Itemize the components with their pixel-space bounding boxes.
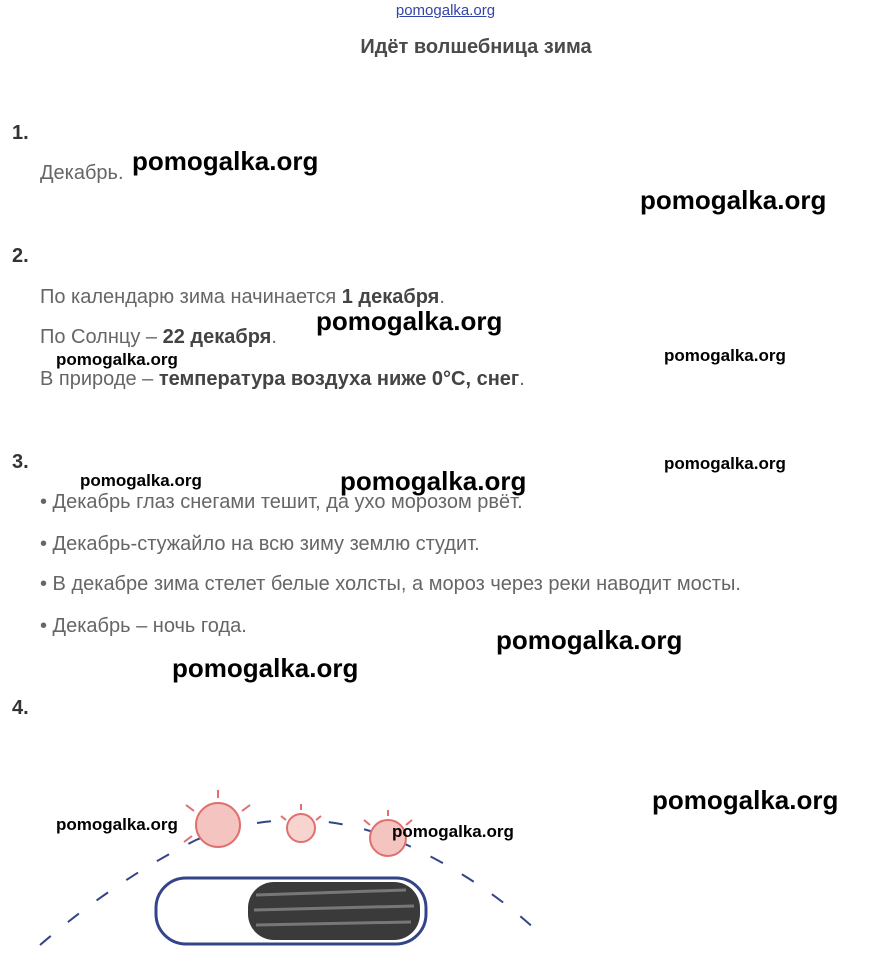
calendar-suffix: .: [439, 286, 445, 308]
nature-suffix: .: [519, 368, 525, 390]
proverb-item: • Декабрь глаз снегами тешит, да ухо морозом рвёт.: [40, 491, 523, 513]
nature-signs: температура воздуха ниже 0°С, снег: [158, 368, 520, 390]
sun-path-drawing: [36, 760, 556, 965]
nature-prefix: В природе –: [40, 368, 159, 390]
calendar-prefix: По календарю зима начинается: [40, 286, 342, 308]
watermark: pomogalka.org: [56, 815, 178, 834]
calendar-date: 1 декабря: [341, 286, 440, 308]
sun-icon: [184, 790, 250, 847]
watermark: pomogalka.org: [340, 466, 527, 496]
answer-text: Декабрь.: [40, 162, 124, 184]
sun-prefix: По Солнцу –: [40, 326, 163, 348]
watermark: pomogalka.org: [664, 454, 786, 473]
watermark: pomogalka.org: [172, 653, 359, 683]
page-title: Идёт волшебница зима: [360, 36, 592, 58]
section-number-2: 2.: [12, 245, 29, 267]
watermark: pomogalka.org: [392, 822, 514, 841]
section-number-4: 4.: [12, 697, 29, 719]
site-link[interactable]: pomogalka.org: [395, 2, 496, 19]
section-number-1: 1.: [12, 122, 29, 144]
watermark: pomogalka.org: [652, 785, 839, 815]
proverb-item: • В декабре зима стелет белые холсты, а мороз через реки наводит мосты.: [40, 573, 741, 595]
proverb-item: • Декабрь – ночь года.: [40, 615, 247, 637]
watermark: pomogalka.org: [496, 625, 683, 655]
watermark: pomogalka.org: [664, 346, 786, 365]
watermark: pomogalka.org: [316, 306, 503, 336]
sun-icon: [281, 804, 321, 842]
sun-date: 22 декабря: [162, 326, 272, 348]
watermark: pomogalka.org: [640, 185, 827, 215]
proverb-item: • Декабрь-стужайло на всю зиму землю студит.: [40, 533, 480, 555]
section-number-3: 3.: [12, 451, 29, 473]
nature-line: [40, 368, 525, 391]
sun-suffix: .: [271, 326, 277, 348]
sun-path-image: [36, 760, 556, 960]
watermark: pomogalka.org: [132, 146, 319, 176]
sun-line: [40, 326, 277, 349]
watermark: pomogalka.org: [80, 471, 202, 490]
watermark: pomogalka.org: [56, 350, 178, 369]
